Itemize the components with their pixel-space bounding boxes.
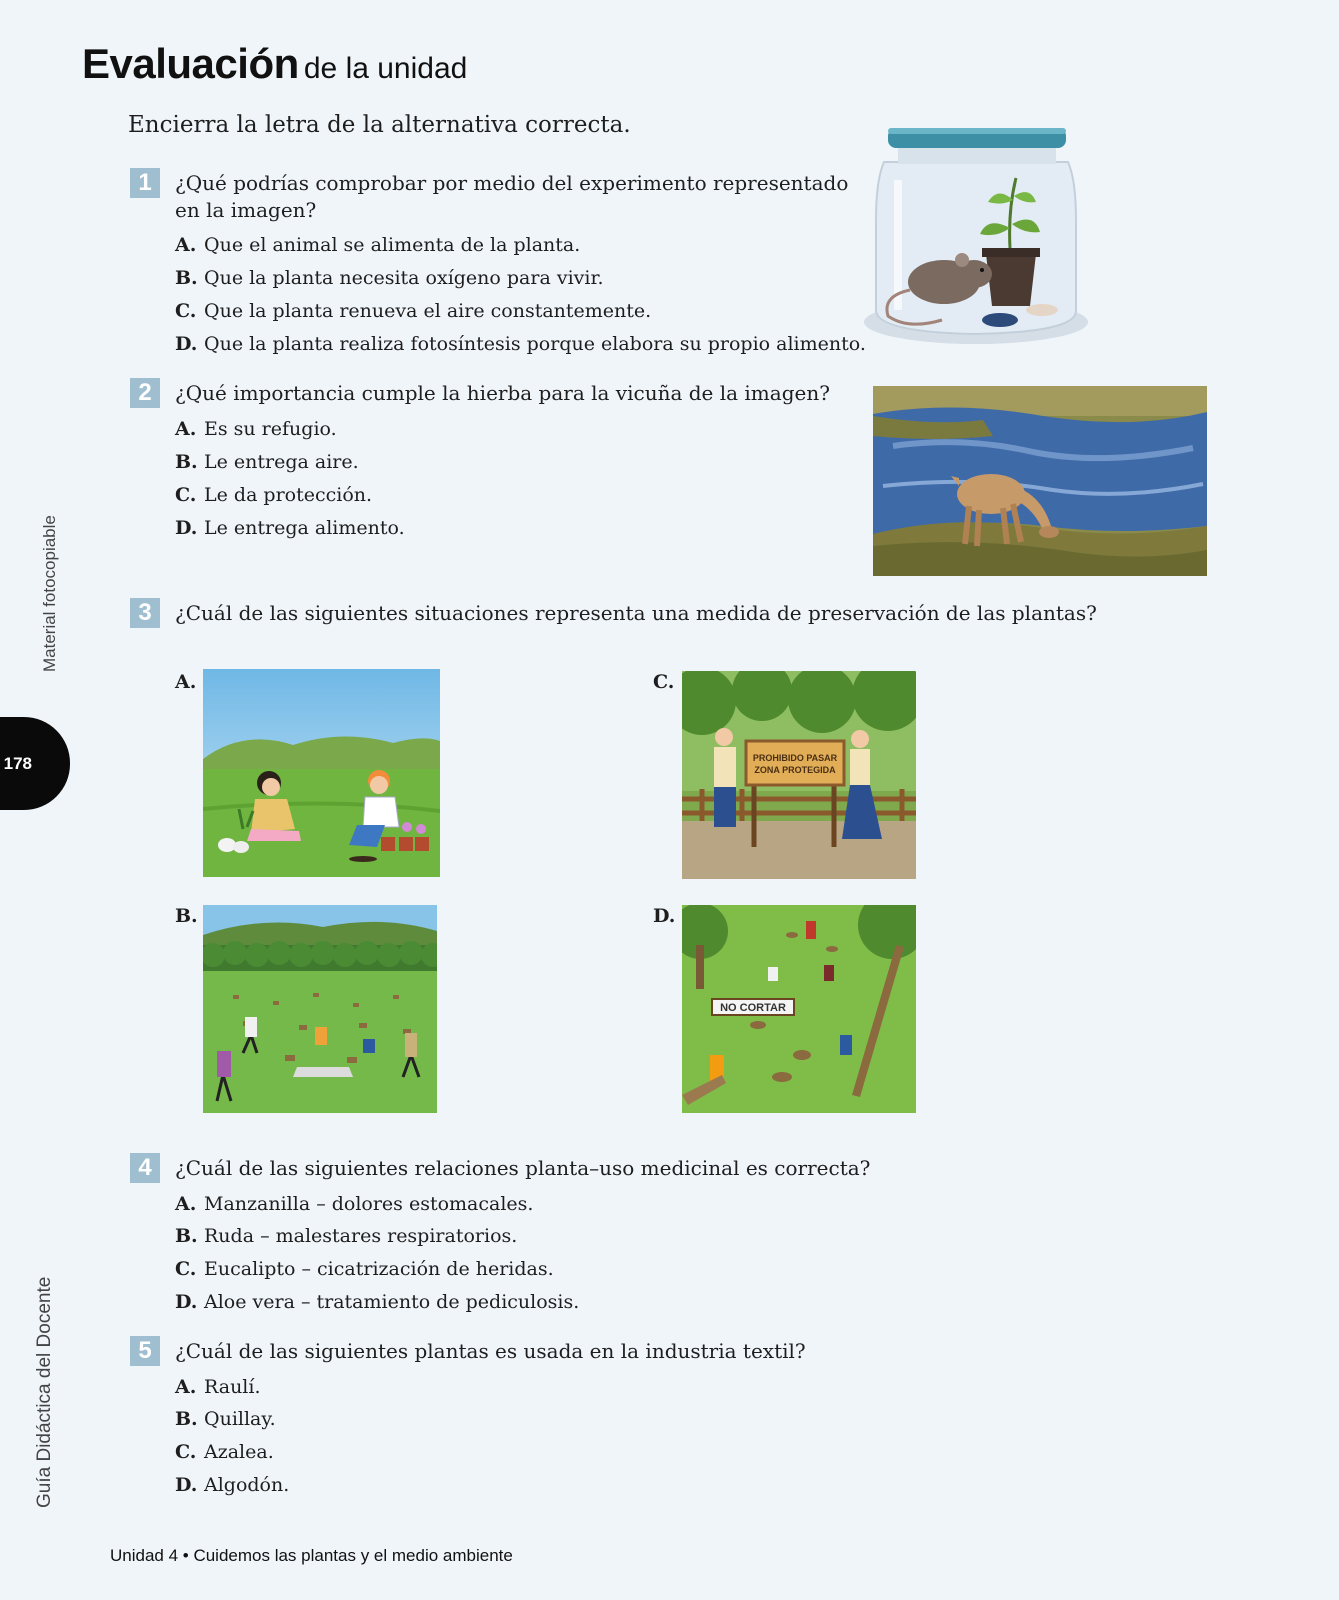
option-text: Ruda – malestares respiratorios. <box>204 1225 518 1247</box>
option-letter: C. <box>175 300 197 322</box>
option-a[interactable] <box>175 234 580 256</box>
option-letter: C. <box>175 1258 197 1280</box>
sign-text-line1: PROHIBIDO PASAR <box>752 753 838 763</box>
page-number-tab <box>0 717 70 810</box>
option-letter: D. <box>175 1291 198 1313</box>
footer-unit-label: Unidad 4 • Cuidemos las plantas y el medio ambiente <box>110 1546 513 1565</box>
option-letter: D. <box>175 517 198 539</box>
option-b[interactable] <box>175 905 204 927</box>
option-d[interactable] <box>175 333 866 355</box>
jar-experiment-image <box>858 120 1098 360</box>
option-b-image-deforestation[interactable] <box>203 905 437 1113</box>
question-text: ¿Cuál de las siguientes relaciones planta–uso medicinal es correcta? <box>175 1156 871 1180</box>
option-letter: D. <box>653 905 676 927</box>
option-d[interactable] <box>175 517 405 539</box>
sign-text-line2: ZONA PROTEGIDA <box>754 765 836 775</box>
option-a[interactable] <box>175 418 337 440</box>
option-text: Aloe vera – tratamiento de pediculosis. <box>204 1291 580 1313</box>
option-letter: A. <box>175 418 197 440</box>
option-c[interactable] <box>653 671 682 693</box>
option-text: Le da protección. <box>204 484 373 506</box>
option-b[interactable] <box>175 267 604 289</box>
question-text: ¿Cuál de las siguientes situaciones representa una medida de preservación de las plantas? <box>175 601 1097 625</box>
option-b[interactable] <box>175 1225 517 1247</box>
option-letter: B. <box>175 1408 198 1430</box>
option-letter: B. <box>175 1225 198 1247</box>
option-text: Que la planta realiza fotosíntesis porque elabora su propio alimento. <box>204 333 866 355</box>
question-text: ¿Qué importancia cumple la hierba para la vicuña de la imagen? <box>175 381 830 405</box>
page-title <box>82 40 467 88</box>
option-letter: B. <box>175 267 198 289</box>
option-d[interactable] <box>653 905 682 927</box>
question-text: ¿Cuál de las siguientes plantas es usada en la industria textil? <box>175 1339 806 1363</box>
option-a-image-planting[interactable] <box>203 669 440 877</box>
page-number: 178 <box>3 753 32 773</box>
option-d[interactable] <box>175 1474 289 1496</box>
option-letter: C. <box>653 671 675 693</box>
option-letter: C. <box>175 1441 197 1463</box>
option-text: Quillay. <box>204 1408 276 1430</box>
title-bold: Evaluación <box>82 40 299 87</box>
option-letter: B. <box>175 905 198 927</box>
option-letter: B. <box>175 451 198 473</box>
option-a[interactable] <box>175 1376 261 1398</box>
option-text: Le entrega aire. <box>204 451 359 473</box>
question-number-badge: 5 <box>130 1336 160 1366</box>
option-d-image-no-cutting[interactable] <box>682 905 916 1113</box>
option-letter: D. <box>175 1474 198 1496</box>
question-number-badge: 1 <box>130 168 160 198</box>
option-letter: C. <box>175 484 197 506</box>
option-c[interactable] <box>175 484 372 506</box>
option-b[interactable] <box>175 451 359 473</box>
option-c[interactable] <box>175 1258 554 1280</box>
option-d[interactable] <box>175 1291 579 1313</box>
question-number-badge: 3 <box>130 598 160 628</box>
option-a[interactable] <box>175 671 204 693</box>
title-rest: de la unidad <box>303 52 468 85</box>
side-label-guide: Guía Didáctica del Docente <box>34 1276 55 1508</box>
sign-text: NO CORTAR <box>720 1002 786 1014</box>
question-number-badge: 4 <box>130 1153 160 1183</box>
question-number-badge: 2 <box>130 378 160 408</box>
option-letter: D. <box>175 333 198 355</box>
question-text: ¿Qué podrías comprobar por medio del experimento representado en la imagen? <box>175 171 849 222</box>
option-letter: A. <box>175 1376 197 1398</box>
option-text: Azalea. <box>204 1441 274 1463</box>
option-b[interactable] <box>175 1408 276 1430</box>
option-letter: A. <box>175 671 197 693</box>
vicuna-photo <box>873 386 1207 576</box>
option-text: Que la planta renueva el aire constantemente. <box>204 300 652 322</box>
option-a[interactable] <box>175 1193 533 1215</box>
option-letter: A. <box>175 1193 197 1215</box>
option-text: Que la planta necesita oxígeno para vivir. <box>204 267 604 289</box>
option-letter: A. <box>175 234 197 256</box>
option-text: Raulí. <box>204 1376 261 1398</box>
side-label-material: Material fotocopiable <box>40 515 59 672</box>
option-text: Que el animal se alimenta de la planta. <box>204 234 581 256</box>
option-c[interactable] <box>175 1441 274 1463</box>
option-text: Algodón. <box>204 1474 290 1496</box>
option-c-image-protected-zone[interactable] <box>682 671 916 879</box>
option-text: Es su refugio. <box>204 418 337 440</box>
option-c[interactable] <box>175 300 651 322</box>
instruction-text: Encierra la letra de la alternativa correcta. <box>128 112 631 138</box>
option-text: Le entrega alimento. <box>204 517 405 539</box>
option-text: Manzanilla – dolores estomacales. <box>204 1193 534 1215</box>
option-text: Eucalipto – cicatrización de heridas. <box>204 1258 554 1280</box>
